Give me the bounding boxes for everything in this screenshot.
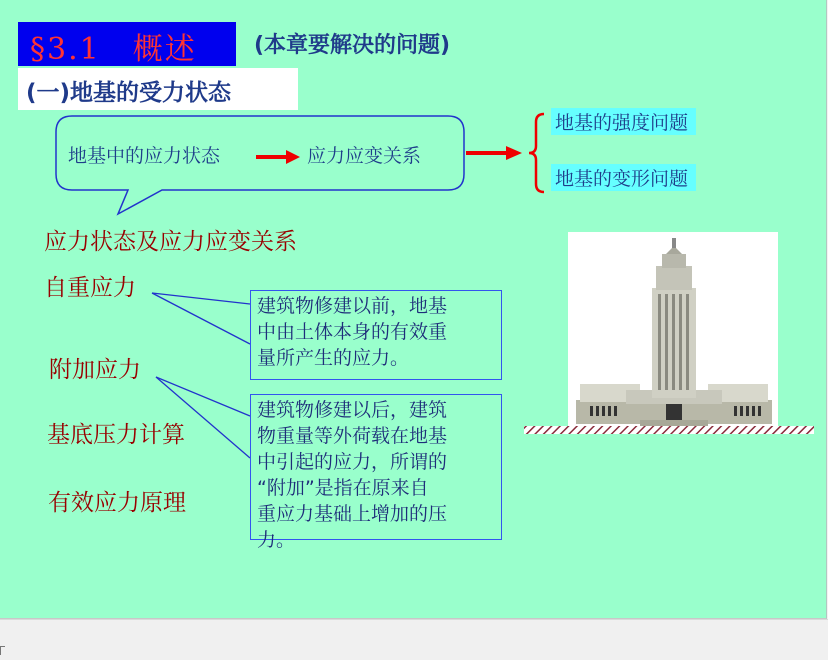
callout-line: 量所产生的应力。 bbox=[257, 347, 410, 369]
callout-self-weight bbox=[250, 290, 502, 380]
callout-line: 中引起的应力，所谓的 bbox=[257, 451, 448, 473]
callout-line: 建筑物修建以后，建筑 bbox=[257, 399, 448, 421]
section-heading: (一)地基的受力状态 bbox=[26, 80, 232, 106]
callout-line: 建筑物修建以前，地基 bbox=[257, 295, 448, 317]
callout-line: “附加”是指在原来自 bbox=[257, 477, 429, 499]
flow-node-stress-state: 地基中的应力状态 bbox=[68, 145, 221, 167]
callout-line: 中由土体本身的有效重 bbox=[257, 321, 448, 343]
outcome-strength: 地基的强度问题 bbox=[551, 108, 696, 135]
outcome-deformation: 地基的变形问题 bbox=[551, 164, 696, 191]
callout-line: 物重量等外荷载在地基 bbox=[257, 425, 448, 447]
callout-line: 力。 bbox=[257, 529, 296, 551]
slide-title: §3.1 概述 bbox=[30, 32, 197, 67]
callout-additional bbox=[250, 394, 502, 551]
arrow-outer-icon bbox=[466, 146, 522, 160]
topic-base-pressure: 基底压力计算 bbox=[47, 422, 185, 448]
brace-icon bbox=[529, 114, 544, 192]
building-illustration bbox=[524, 232, 816, 438]
ground-hatch bbox=[524, 426, 814, 434]
topic-self-weight-stress: 自重应力 bbox=[44, 275, 136, 301]
callout-line: 重应力基础上增加的压 bbox=[257, 503, 448, 525]
topics-heading: 应力状态及应力应变关系 bbox=[44, 229, 297, 255]
flow-node-stress-strain: 应力应变关系 bbox=[307, 145, 422, 167]
topic-effective-stress: 有效应力原理 bbox=[48, 490, 186, 516]
slide-subtitle: (本章要解决的问题) bbox=[254, 33, 451, 58]
status-bar bbox=[0, 619, 828, 660]
status-corner-icon bbox=[0, 646, 5, 655]
topic-additional-stress: 附加应力 bbox=[49, 357, 141, 383]
